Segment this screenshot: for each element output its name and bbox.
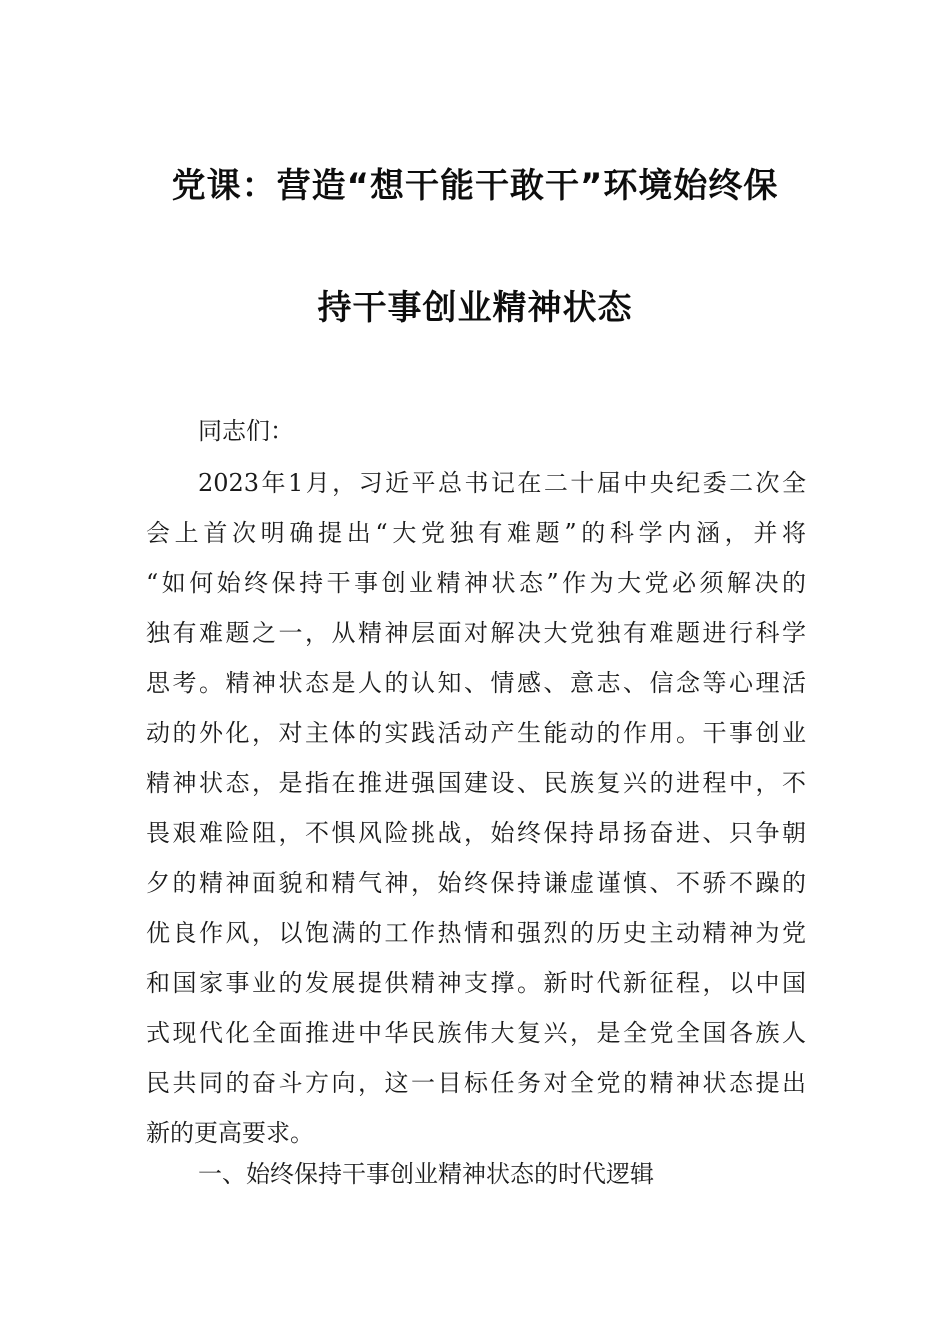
paragraph-line: 畏艰难险阻，不惧风险挑战，始终保持昂扬奋进、只争朝 (146, 819, 806, 847)
document-title-line-2: 持干事创业精神状态 (317, 288, 633, 328)
paragraph-line: 独有难题之一，从精神层面对解决大党独有难题进行科学 (146, 619, 806, 647)
paragraph-line: 会上首次明确提出“大党独有难题”的科学内涵，并将 (146, 519, 806, 547)
paragraph-line: 式现代化全面推进中华民族伟大复兴，是全党全国各族人 (146, 1019, 806, 1047)
paragraph-line: “如何始终保持干事创业精神状态”作为大党必须解决的 (146, 569, 806, 597)
paragraph-1 (146, 458, 806, 1158)
paragraph-line: 民共同的奋斗方向，这一目标任务对全党的精神状态提出 (146, 1069, 806, 1097)
paragraph-line: 动的外化，对主体的实践活动产生能动的作用。干事创业 (146, 719, 806, 747)
paragraph-line: 2023年1月，习近平总书记在二十届中央纪委二次全 (198, 469, 806, 497)
document-title-line-1: 党课：营造“想干能干敢干”环境始终保 (171, 166, 779, 206)
paragraph-line: 思考。精神状态是人的认知、情感、意志、信念等心理活 (146, 669, 806, 697)
paragraph-line: 优良作风，以饱满的工作热情和强烈的历史主动精神为党 (146, 919, 806, 947)
paragraph-line: 精神状态，是指在推进强国建设、民族复兴的进程中，不 (146, 769, 806, 797)
paragraph-line: 夕的精神面貌和精气神，始终保持谦虚谨慎、不骄不躁的 (146, 869, 806, 897)
paragraph-line: 新的更高要求。 (146, 1119, 314, 1147)
section-heading-1: 一、始终保持干事创业精神状态的时代逻辑 (198, 1160, 654, 1188)
paragraph-line: 和国家事业的发展提供精神支撑。新时代新征程，以中国 (146, 969, 806, 997)
salutation: 同志们： (198, 417, 294, 445)
